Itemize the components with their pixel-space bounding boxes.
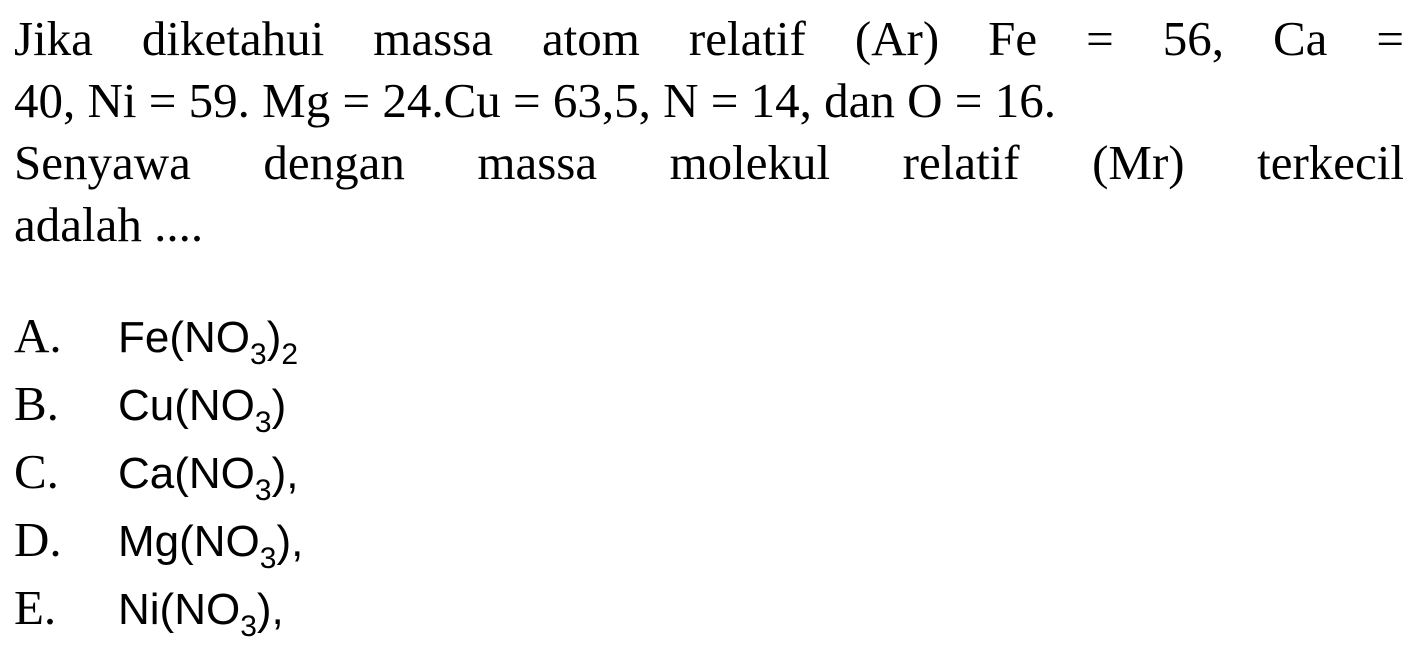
option-letter: A. xyxy=(14,308,62,363)
option-formula: $Cu(NO_3)$ xyxy=(118,381,287,439)
option-formula: $Fe(NO_3)_2$ xyxy=(118,313,299,371)
question-line-3: Senyawa dengan massa molekul relatif (Mr) terkecil xyxy=(14,135,1404,190)
option-formula: $Ni(NO_3)$, xyxy=(118,585,284,643)
option-b[interactable] xyxy=(14,370,303,438)
option-letter: B. xyxy=(14,376,59,431)
question-line-2: 40, Ni = 59. Mg = 24.Cu = 63,5, N = 14, dan O = 16. xyxy=(14,73,1056,128)
option-c[interactable] xyxy=(14,438,303,506)
option-formula: $Ca(NO_3)$, xyxy=(118,449,299,507)
option-e[interactable] xyxy=(14,574,303,642)
question-line-1: Jika diketahui massa atom relatif (Ar) Fe = 56, Ca = xyxy=(14,11,1404,66)
option-formula: $Mg(NO_3)$, xyxy=(118,517,304,575)
option-letter: D. xyxy=(14,512,62,567)
option-d[interactable] xyxy=(14,506,303,574)
question-text xyxy=(14,8,1404,256)
option-letter: C. xyxy=(14,444,59,499)
option-letter: E. xyxy=(14,580,57,635)
answer-options xyxy=(14,302,303,642)
option-a[interactable] xyxy=(14,302,303,370)
question-line-4: adalah .... xyxy=(14,197,204,252)
